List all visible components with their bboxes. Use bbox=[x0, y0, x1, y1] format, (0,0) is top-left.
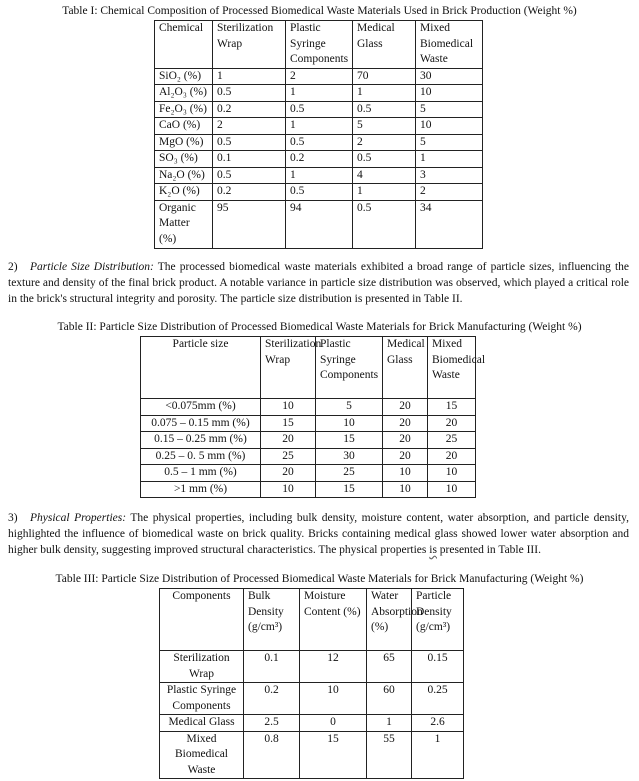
table-cell: 2 bbox=[353, 134, 416, 151]
table-cell: 20 bbox=[428, 448, 476, 465]
table-cell: 0.25 bbox=[412, 683, 464, 715]
table-cell: Fe₂O₃ (%) bbox=[155, 101, 213, 118]
table-cell: 10 bbox=[261, 481, 316, 498]
table-cell: 0.075 – 0.15 mm (%) bbox=[141, 415, 261, 432]
table-cell: Medical Glass bbox=[160, 715, 244, 732]
table-cell: 1 bbox=[416, 151, 483, 168]
table-cell: 5 bbox=[416, 134, 483, 151]
table-cell: 10 bbox=[300, 683, 367, 715]
table-row bbox=[160, 651, 464, 683]
table-row bbox=[155, 85, 483, 102]
table-cell: SiO₂ (%) bbox=[155, 68, 213, 85]
table-row bbox=[141, 415, 476, 432]
table-row bbox=[141, 432, 476, 449]
table-row bbox=[141, 481, 476, 498]
table-cell: 70 bbox=[353, 68, 416, 85]
table2-header-row bbox=[141, 337, 476, 399]
table-cell: 20 bbox=[261, 465, 316, 482]
section-2-number: 2) bbox=[8, 261, 18, 273]
table-cell: 65 bbox=[367, 651, 412, 683]
table-cell: 20 bbox=[383, 432, 428, 449]
table-cell: Plastic Syringe Components bbox=[160, 683, 244, 715]
table2-caption: Table II: Particle Size Distribution of Processed Biomedical Waste Materials for Brick Manufacturing (Weight %) bbox=[57, 321, 582, 333]
section-2-text: The processed biomedical waste materials exhibited a broad range of particle sizes, influencing the texture and density of the final brick product. A notable variance in particle size distribution was observed, which played a critical role in the brick's structural integrity and porosity. The particle size distribution is presented in Table II. bbox=[8, 261, 629, 305]
table-cell: 1 bbox=[286, 167, 353, 184]
table-cell: 1 bbox=[367, 715, 412, 732]
table-cell: 0.15 bbox=[412, 651, 464, 683]
table1-header-row bbox=[155, 21, 483, 69]
table-cell: 30 bbox=[416, 68, 483, 85]
table-row bbox=[155, 134, 483, 151]
table-cell: Al₂O₃ (%) bbox=[155, 85, 213, 102]
table-cell: 0.5 bbox=[286, 101, 353, 118]
table-cell: 1 bbox=[286, 85, 353, 102]
table-cell: 20 bbox=[261, 432, 316, 449]
table2 bbox=[140, 336, 486, 498]
table-cell: 0.5 – 1 mm (%) bbox=[141, 465, 261, 482]
table-cell: 94 bbox=[286, 200, 353, 248]
table-cell: 20 bbox=[383, 448, 428, 465]
table-cell: 0.5 bbox=[353, 151, 416, 168]
table-cell: <0.075mm (%) bbox=[141, 399, 261, 416]
table-cell: 34 bbox=[416, 200, 483, 248]
table-cell: 0.5 bbox=[353, 200, 416, 248]
table-cell: 25 bbox=[261, 448, 316, 465]
table-cell: 0.2 bbox=[213, 101, 286, 118]
table-cell: 0.8 bbox=[244, 731, 300, 779]
table-cell: 25 bbox=[428, 432, 476, 449]
table1-caption: Table I: Chemical Composition of Processed Biomedical Waste Materials Used in Brick Production (Weight %) bbox=[62, 5, 577, 17]
table-row bbox=[155, 151, 483, 168]
table1-header-cell: Chemical bbox=[155, 21, 213, 69]
section-2-heading: Particle Size Distribution: bbox=[30, 261, 154, 273]
table-row bbox=[141, 465, 476, 482]
table-cell: Mixed Biomedical Waste bbox=[160, 731, 244, 779]
table-cell: 2.6 bbox=[412, 715, 464, 732]
table-cell: 0.1 bbox=[244, 651, 300, 683]
table3-header-cell: Moisture Content (%) bbox=[300, 589, 367, 651]
table-row bbox=[155, 118, 483, 135]
table-row bbox=[160, 731, 464, 779]
table-cell: CaO (%) bbox=[155, 118, 213, 135]
table-cell: 1 bbox=[353, 85, 416, 102]
table-cell: Sterilization Wrap bbox=[160, 651, 244, 683]
table-row bbox=[155, 200, 483, 248]
table-cell: 10 bbox=[428, 465, 476, 482]
section-3-heading: Physical Properties: bbox=[30, 512, 127, 524]
section-3-paragraph bbox=[8, 510, 629, 558]
table3-header-cell: Bulk Density (g/cm³) bbox=[244, 589, 300, 651]
table-cell: 15 bbox=[316, 481, 383, 498]
table-cell: 20 bbox=[428, 415, 476, 432]
table-cell: 5 bbox=[416, 101, 483, 118]
table-row bbox=[155, 68, 483, 85]
table-cell: 10 bbox=[383, 481, 428, 498]
table1-header-cell: Medical Glass bbox=[353, 21, 416, 69]
table3-header-cell: Particle Density (g/cm³) bbox=[412, 589, 464, 651]
table-cell: 2.5 bbox=[244, 715, 300, 732]
table-cell: 25 bbox=[316, 465, 383, 482]
table-cell: 30 bbox=[316, 448, 383, 465]
table-cell: 2 bbox=[286, 68, 353, 85]
table-cell: Organic Matter (%) bbox=[155, 200, 213, 248]
table-cell: 10 bbox=[316, 415, 383, 432]
table2-header-cell: Particle size bbox=[141, 337, 261, 399]
table-cell: 1 bbox=[412, 731, 464, 779]
table-cell: 10 bbox=[416, 118, 483, 135]
table-row bbox=[160, 683, 464, 715]
table-cell: >1 mm (%) bbox=[141, 481, 261, 498]
table-cell: 20 bbox=[383, 415, 428, 432]
table-cell: 0.5 bbox=[213, 167, 286, 184]
table-cell: 1 bbox=[286, 118, 353, 135]
table-cell: 15 bbox=[300, 731, 367, 779]
table-cell: 95 bbox=[213, 200, 286, 248]
table-cell: K₂O (%) bbox=[155, 184, 213, 201]
table1-header-cell: Sterilization Wrap bbox=[213, 21, 286, 69]
table-cell: 3 bbox=[416, 167, 483, 184]
table-cell: 15 bbox=[316, 432, 383, 449]
table-row bbox=[155, 101, 483, 118]
section-3-text: The physical properties, including bulk density, moisture content, water absorption, and particle density, highlighted the influence of biomedical waste on brick quality. Bricks containing medical glass showed lower water absorption and higher bulk density, suggesting improved structural characteristics. The physical properties bbox=[8, 512, 629, 556]
table-cell: 15 bbox=[428, 399, 476, 416]
table-cell: 0.15 – 0.25 mm (%) bbox=[141, 432, 261, 449]
table3-header-cell: Water Absorption (%) bbox=[367, 589, 412, 651]
table-cell: 1 bbox=[213, 68, 286, 85]
table-cell: 15 bbox=[261, 415, 316, 432]
table-cell: 0.5 bbox=[213, 85, 286, 102]
table-cell: 0.5 bbox=[353, 101, 416, 118]
table-cell: 10 bbox=[383, 465, 428, 482]
table-row bbox=[155, 167, 483, 184]
table-cell: 5 bbox=[353, 118, 416, 135]
table2-header-cell: Mixed Biomedical Waste bbox=[428, 337, 476, 399]
table-cell: 0 bbox=[300, 715, 367, 732]
table-cell: 60 bbox=[367, 683, 412, 715]
table-cell: 10 bbox=[261, 399, 316, 416]
table-row bbox=[155, 184, 483, 201]
table2-header-cell: Plastic Syringe Components bbox=[316, 337, 383, 399]
table-cell: 0.2 bbox=[213, 184, 286, 201]
section-2-paragraph bbox=[8, 259, 629, 307]
table-cell: 0.2 bbox=[244, 683, 300, 715]
table3-header-cell: Components bbox=[160, 589, 244, 651]
table-cell: 10 bbox=[428, 481, 476, 498]
table-cell: SO₃ (%) bbox=[155, 151, 213, 168]
table-cell: 20 bbox=[383, 399, 428, 416]
table-cell: Na₂O (%) bbox=[155, 167, 213, 184]
section-3-marked-word: is bbox=[429, 544, 437, 556]
table1 bbox=[154, 20, 483, 249]
section-3-number: 3) bbox=[8, 512, 18, 524]
table-cell: 0.2 bbox=[286, 151, 353, 168]
table-cell: 4 bbox=[353, 167, 416, 184]
table-row bbox=[160, 715, 464, 732]
table-cell: 1 bbox=[353, 184, 416, 201]
table-cell: 2 bbox=[416, 184, 483, 201]
table1-header-cell: Mixed Biomedical Waste bbox=[416, 21, 483, 69]
table-cell: 0.5 bbox=[286, 134, 353, 151]
table-row bbox=[141, 399, 476, 416]
table-cell: 12 bbox=[300, 651, 367, 683]
table3-header-row bbox=[160, 589, 464, 651]
table-cell: 0.1 bbox=[213, 151, 286, 168]
table2-header-cell: Medical Glass bbox=[383, 337, 428, 399]
table1-header-cell: Plastic Syringe Components bbox=[286, 21, 353, 69]
table-cell: 0.5 bbox=[286, 184, 353, 201]
table-cell: 2 bbox=[213, 118, 286, 135]
table-cell: 55 bbox=[367, 731, 412, 779]
table2-header-cell: Sterilization Wrap bbox=[261, 337, 316, 399]
section-3-text-end: presented in Table III. bbox=[436, 544, 541, 556]
table-cell: MgO (%) bbox=[155, 134, 213, 151]
table-cell: 10 bbox=[416, 85, 483, 102]
table-cell: 0.25 – 0. 5 mm (%) bbox=[141, 448, 261, 465]
table-cell: 0.5 bbox=[213, 134, 286, 151]
table-row bbox=[141, 448, 476, 465]
table3 bbox=[159, 588, 464, 779]
table3-caption: Table III: Particle Size Distribution of Processed Biomedical Waste Materials for Brick Manufacturing (Weight %) bbox=[55, 573, 584, 585]
table-cell: 5 bbox=[316, 399, 383, 416]
